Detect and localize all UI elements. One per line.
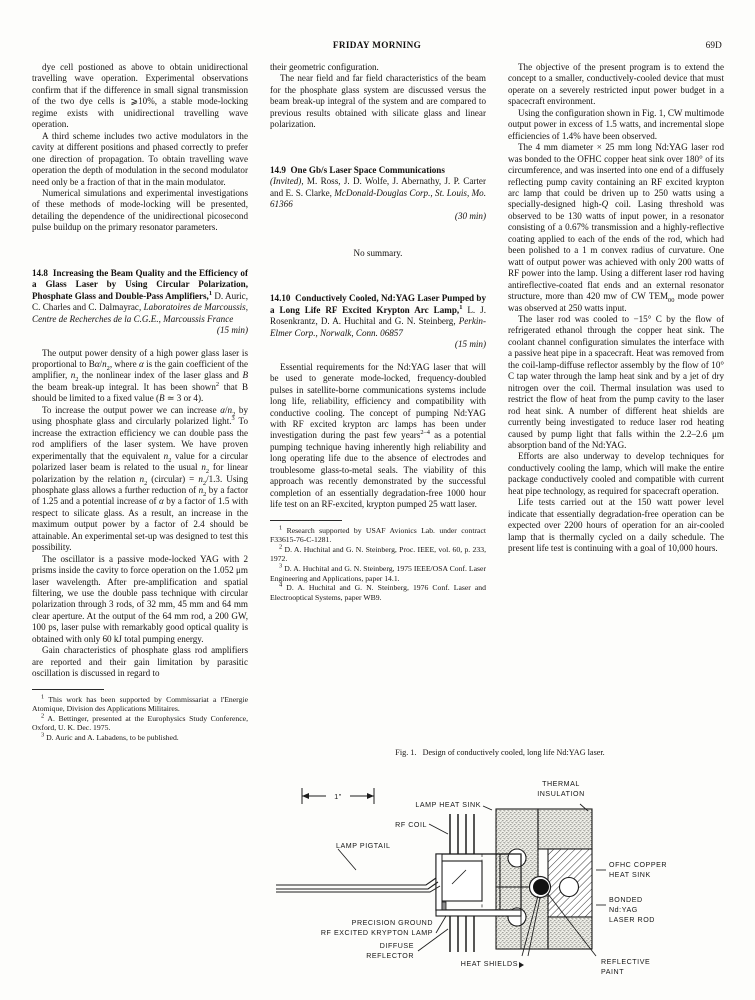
footnote-text: This work has been supported by Commissariat a l'Energie Atomique, Division des Applications Militaires. xyxy=(32,694,248,714)
paragraph xyxy=(270,362,486,511)
footnote-text: D. Auric and A. Labadens, to be published. xyxy=(46,733,179,743)
lamp-pigtail-lines xyxy=(276,878,440,892)
abstract-title: Conductively Cooled, Nd:YAG Laser Pumped by a Long Life RF Excited Krypton Arc Lamp, xyxy=(270,293,487,315)
paragraph: The output power density of a high power glass laser is proportional to $B\alpha/n_2$, where α is the gain coefficient of the amplifier, $n_2$ the nonlinear index of the laser glass and B the beam break-up integral. It has been shown$^2$ that B should be limited to a fixed value (B ≃ 3 or 4). xyxy=(32,347,249,404)
text-run: mode power was observed at 250 watts input. xyxy=(508,291,724,313)
text-run: is the gain coefficient of the amplifier, xyxy=(32,358,248,381)
spacer xyxy=(32,234,248,268)
label-reflective-line2: PAINT xyxy=(601,968,625,976)
footnote-marker: 1 xyxy=(41,693,45,701)
column-2 xyxy=(270,62,486,602)
footnote-rule xyxy=(270,520,342,521)
footnote-text: D. A. Huchital and G. N. Steinberg, 1975 IEEE/OSA Conf. Laser Engineering and Applications, paper 14.1. xyxy=(270,563,486,583)
no-summary-note: No summary. xyxy=(353,247,403,258)
text-run: The output power density of a high power glass laser is proportional to B xyxy=(32,347,248,369)
footnote xyxy=(270,526,486,545)
label-diffuse-line2: REFLECTOR xyxy=(366,952,414,960)
label-heat-shields: HEAT SHIELDS xyxy=(460,960,518,968)
column-1 xyxy=(32,62,248,743)
reference-superscript: 2–4 xyxy=(420,429,430,437)
label-thermal-insulation-line1: THERMAL xyxy=(542,780,580,788)
paragraph: Efforts are also underway to develop techniques for conductively cooling the lamp, which will make the entire package conductively cooled and compatible with current heat pipe technology, as required for spacecraft operation. xyxy=(508,451,724,496)
abstract-authors: , M. Ross, J. D. Wolfe, J. Abernathy, J. P. Carter and E. S. Clarke, xyxy=(270,176,486,198)
abstract-number: 14.10 xyxy=(270,293,291,304)
footnote-text: Research supported by USAF Avionics Lab. under contract F33615-76-C-1281. xyxy=(270,525,486,545)
paragraph: The laser rod was cooled to −15° C by the flow of refrigerated ethanol through the copper heat sink. The coolant channel configuration simulates the interface with a passive heat pipe in a spacecraft. Heat was removed from the coil-lamp-diffuse reflector assembly by the flow of 10° C tap water through the lamp heat sink and by a jet of dry nitrogen over the coil. Thermal insulation was used to restrict the flow of heat from the pump cavity to the laser rod heat sink. A number of different heat shields are currently being investigated to reduce laser rod heating caused by pump light that falls within the 2.2–2.6 μm absorption band of the Nd:YAG. xyxy=(508,313,724,450)
running-head xyxy=(32,40,722,54)
figure-caption xyxy=(276,748,724,757)
abstract-affiliation: Laboratoires de Marcoussis, Centre de Recherches de la C.G.E., Marcoussis France xyxy=(32,302,248,324)
paragraph: Life tests carried out at the 150 watt power level indicate that essentially degradation-free operation can be expected over 2200 hours of operation for an air-cooled lamp that is thermally cycled on a daily schedule. The present life test is continuing with a goal of 10,000 hours. xyxy=(508,497,724,554)
spacer xyxy=(270,131,486,165)
text-run: the beam break-up integral. It has been shown xyxy=(32,381,216,392)
abstract-number: 14.9 xyxy=(270,164,286,175)
abstract-title: Increasing the Beam Quality and the Efficiency of a Glass Laser by Using Circular Polarization, Phosphate Glass and Double-Pass Amplifiers, xyxy=(32,267,248,301)
text-run: / xyxy=(99,358,103,369)
diffuse-reflector xyxy=(436,910,521,916)
abstract-duration: (15 min) xyxy=(216,325,248,336)
label-reflective-line1: REFLECTIVE xyxy=(601,958,651,966)
text-run: that B should be limited to a fixed value ( xyxy=(32,381,249,404)
footnote-marker: 1 xyxy=(279,524,283,532)
text-run: /1.3. Using phosphate glass allows a further reduction of xyxy=(32,473,248,495)
paragraph: Gain characteristics of phosphate glass rod amplifiers are reported and their gain limitation by parasitic oscillation is discussed in regard to xyxy=(32,645,248,679)
mode-subscript: 00 xyxy=(668,296,675,304)
footnote-marker: 2 xyxy=(279,543,283,551)
paragraph: The near field and far field characteristics of the beam for the phosphate glass system are discussed versus the beam break-up integral of the system and are compared to previous results obtained with silicate glass and linear polarization. xyxy=(270,73,486,130)
abstract-number: 14.8 xyxy=(32,267,48,278)
footnote-text: D. A. Huchital and G. N. Steinberg, 1976 Conf. Laser and Electrooptical Systems, paper WB9. xyxy=(270,583,486,602)
text-run: (circular) = xyxy=(147,473,199,484)
column-3 xyxy=(508,62,724,554)
footnote-rule xyxy=(32,689,104,690)
footnote xyxy=(270,545,486,564)
label-bonded-line2: Nd:YAG xyxy=(609,906,638,914)
label-rf-coil: RF COIL xyxy=(395,821,427,829)
label-lamp-pigtail: LAMP PIGTAIL xyxy=(336,842,391,850)
paragraph: their geometric configuration. xyxy=(270,62,379,72)
text-run: Essential requirements for the Nd:YAG laser that will be used to generate mode-locked, frequency-doubled pulses in satellite-borne communications systems include long life, reliability, efficiency and compatibility with conductive cooling. The concept of pumping Nd:YAG with RF excited krypton arc lamps has been under investigation during the past few years xyxy=(270,361,486,441)
paragraph: To increase the output power we can increase $\alpha/n_2$ by using phosphate glass and circularly polarized light.$^3$ To increase the extraction efficiency we can double pass the rod amplifiers of the laser system. We have proven experimentally that the equivalent $n_2$ value for a circular polarized laser beam is related to the usual $n_2$ for linear polarization by the relation $n_2$ (circular) = $n_2/1.3$. Using phosphate glass allows a further reduction of $n_2$ by a factor of 1.25 and a potential increase of α by a factor of 1.5 with respect to silicate glass. As a result, an increase in the maximum output power by a factor of 2.4 should be attainable. An experimental set-up was designed to test this possibility. xyxy=(32,404,249,553)
footnote xyxy=(270,564,486,583)
text-run: To increase the output power we can increase xyxy=(42,404,221,415)
footnote xyxy=(270,583,486,602)
text-run: by a factor of 1.25 and a potential increase of xyxy=(32,484,248,507)
ofhc-copper-heat-sink xyxy=(548,849,592,917)
paragraph: The objective of the present program is to extend the concept to a smaller, conductively-cooled device that must operate on a severely restricted input power budget in a spacecraft environment. xyxy=(508,62,724,107)
text-run: To increase the extraction efficiency we can double pass the rod amplifiers of the laser system. We have proven experimentally that the equivalent xyxy=(32,416,249,461)
text-run: by using phosphate glass and circularly polarized light. xyxy=(32,404,248,427)
running-title: FRIDAY MORNING xyxy=(332,40,422,50)
text-run: ≃ 3 or 4). xyxy=(164,393,204,404)
label-ofhc-copper-line2: HEAT SINK xyxy=(609,871,651,879)
rf-coil-lower xyxy=(450,916,474,952)
footnote-text: D. A. Huchital and G. N. Steinberg, Proc. IEEE, vol. 60, p. 233, 1972. xyxy=(270,544,486,564)
abstract-invited: (Invited) xyxy=(270,176,302,187)
heat-shields-arrow xyxy=(519,962,524,968)
figure-label: Fig. 1. xyxy=(395,748,417,757)
label-bonded-line3: LASER ROD xyxy=(609,916,655,924)
footnote-marker: 3 xyxy=(279,562,283,570)
footnote-marker: 2 xyxy=(41,712,45,720)
footnote-marker: 1 xyxy=(208,289,213,297)
text-run: , where xyxy=(109,358,139,369)
text-run: as a potential pumping technique having inherently high reliability and long operating life due to the absence of electrodes and troublesome glass-to-metal seals. The viability of this approach was recently demonstrated by the successful completion of an essentially degradation-free 1000 hour life test on an RF-excited, krypton pumped 25 watt laser. xyxy=(270,430,486,510)
label-precision-ground-line2: RF EXCITED KRYPTON LAMP xyxy=(320,929,433,937)
text-run: The 4 mm diameter × 25 mm long Nd:YAG laser rod was bonded to the OFHC copper heat sink over 180° of its circumference, and was inserted into one end of a diffusely reflecting pump cavity containing an RF excited krypton arc lamp that could be driven up to 250 watts using a specially-designed high- xyxy=(508,142,724,210)
paragraph: Using the configuration shown in Fig. 1, CW multimode output power in excess of 1.5 watts, and incremental slope efficiencies of 1.4% have been observed. xyxy=(508,107,724,141)
footnote xyxy=(32,714,248,733)
text-run: by a factor of 1.5 with respect to silicate glass. As a result, an increase in the maximum output power by a factor of 2.4 should be attainable. An experimental set-up was designed to test this possibility. xyxy=(32,496,248,553)
paragraph: A third scheme includes two active modulators in the cavity at different positions and phased correctly to prefer one direction of propagation. To obtain travelling wave operation the depth of modulation in the second modulator need only be a fraction of that in the main modulator. xyxy=(32,130,248,187)
abstract-title: One Gb/s Laser Space Communications xyxy=(290,164,445,175)
nd-yag-laser-rod xyxy=(530,877,551,898)
footnote-text: A. Bettinger, presented at the Europhysics Study Conference, Oxford, U. K. Dec. 1975. xyxy=(32,713,249,733)
label-diffuse-line1: DIFFUSE xyxy=(379,942,414,950)
abstract-duration: (15 min) xyxy=(454,339,486,350)
page-number: 69D xyxy=(705,40,722,50)
scale-bar xyxy=(302,788,374,804)
abstract-authors: L. J. Rosenkrantz, D. A. Huchital and G. N. Steinberg, xyxy=(270,304,486,327)
text-run: coil. Lasing threshold was observed to be 130 watts of input power, in a resonator consisting of a 0.67% transmission and a highly-reflective coating applied to each of the ends of the rod, which had been polished to a 1 m convex radius of curvature. One watt of output power was achieved with only 200 watts of RF power into the lamp. Using a different laser rod having antireflective-coated flat ends and an external resonator structure, more than 420 mw of CW TEM xyxy=(508,199,724,302)
paragraph: dye cell postioned as above to obtain unidirectional travelling wave operation. Experimental observations confirm that if the difference in small signal transmission of the two dye cells is ⩾10%, a stable mode-locking regime exists with unidirectional travelling wave operation. xyxy=(32,62,248,130)
figure-diagram xyxy=(276,766,724,986)
footnote xyxy=(32,733,248,743)
label-thermal-insulation-line2: INSULATION xyxy=(537,790,585,798)
abstract-heading-14-10 xyxy=(270,293,486,339)
footnote xyxy=(32,695,248,714)
text-run: the nonlinear index of the laser glass and xyxy=(78,370,243,381)
text-run: value for a circular polarized laser beam is related to the usual xyxy=(32,450,248,473)
paragraph: Numerical simulations and experimental investigations of these methods of mode-locking will be presented, detailing the dependence of the unidirectional picosecond pulse buildup on the primary resonator parameters. xyxy=(32,187,248,233)
footnote-marker: 4 xyxy=(279,581,283,589)
spacer xyxy=(270,351,486,362)
abstract-duration: (30 min) xyxy=(454,210,486,221)
label-precision-ground-line1: PRECISION GROUND xyxy=(351,919,433,927)
text-run: for linear polarization by the relation xyxy=(32,462,248,484)
abstract-heading-14-9 xyxy=(270,165,486,211)
abstract-authors: D. Auric, C. Charles and C. Dalmayrac, xyxy=(32,290,248,313)
abstract-affiliation: Perkin-Elmer Corp., Norwalk, Conn. 06857 xyxy=(270,316,486,338)
spacer xyxy=(270,259,486,293)
label-bonded-line1: BONDED xyxy=(609,896,643,904)
scale-bar-label: 1" xyxy=(334,793,342,801)
spacer xyxy=(32,337,248,348)
abstract-affiliation: McDonald-Douglas Corp., St. Louis, Mo. 61366 xyxy=(270,187,486,210)
figure-1 xyxy=(276,748,724,986)
footnote-marker: 3 xyxy=(41,731,45,739)
abstract-heading-14-8 xyxy=(32,268,248,325)
label-lamp-heat-sink: LAMP HEAT SINK xyxy=(415,801,481,809)
paragraph: The 4 mm diameter × 25 mm long Nd:YAG laser rod was bonded to the OFHC copper heat sink over 180° of its circumference, and was inserted into one end of a diffusely reflecting pump cavity containing an RF excited krypton arc lamp that could be driven up to 250 watts using a specially-designed high-Q coil. Lasing threshold was observed to be 130 watts of input power, in a resonator consisting of a 0.67% transmission and a highly-reflective coating applied to each of the ends of the rod, which had been polished to a 1 m convex radius of curvature. One watt of output power was achieved with only 200 watts of RF power into the lamp. Using a different laser rod having antireflective-coated flat ends and an external resonator structure, more than 420 mw of CW $TEM_{00}$ mode power was observed at 250 watts input. xyxy=(508,142,724,313)
paragraph: The oscillator is a passive mode-locked YAG with 2 prisms inside the cavity to force operation on the 1.052 μm laser wavelength. After pre-amplification and spatial filtering, we use the double pass technique with circular polarization through 3 rods, of 32 mm, 45 mm and 64 mm clear aperture. At the output of the 64 mm rod, a 200 GW, 100 ps, laser pulse with remarkably good optical quality is obtained with only 60 kJ total pumping energy. xyxy=(32,553,248,644)
label-ofhc-copper-line1: OFHC COPPER xyxy=(609,861,668,869)
figure-caption-text: Design of conductively cooled, long life Nd:YAG laser. xyxy=(422,748,605,757)
rf-coil-icon xyxy=(450,814,474,854)
footnote-marker: 1 xyxy=(459,303,463,311)
spacer xyxy=(270,222,486,248)
